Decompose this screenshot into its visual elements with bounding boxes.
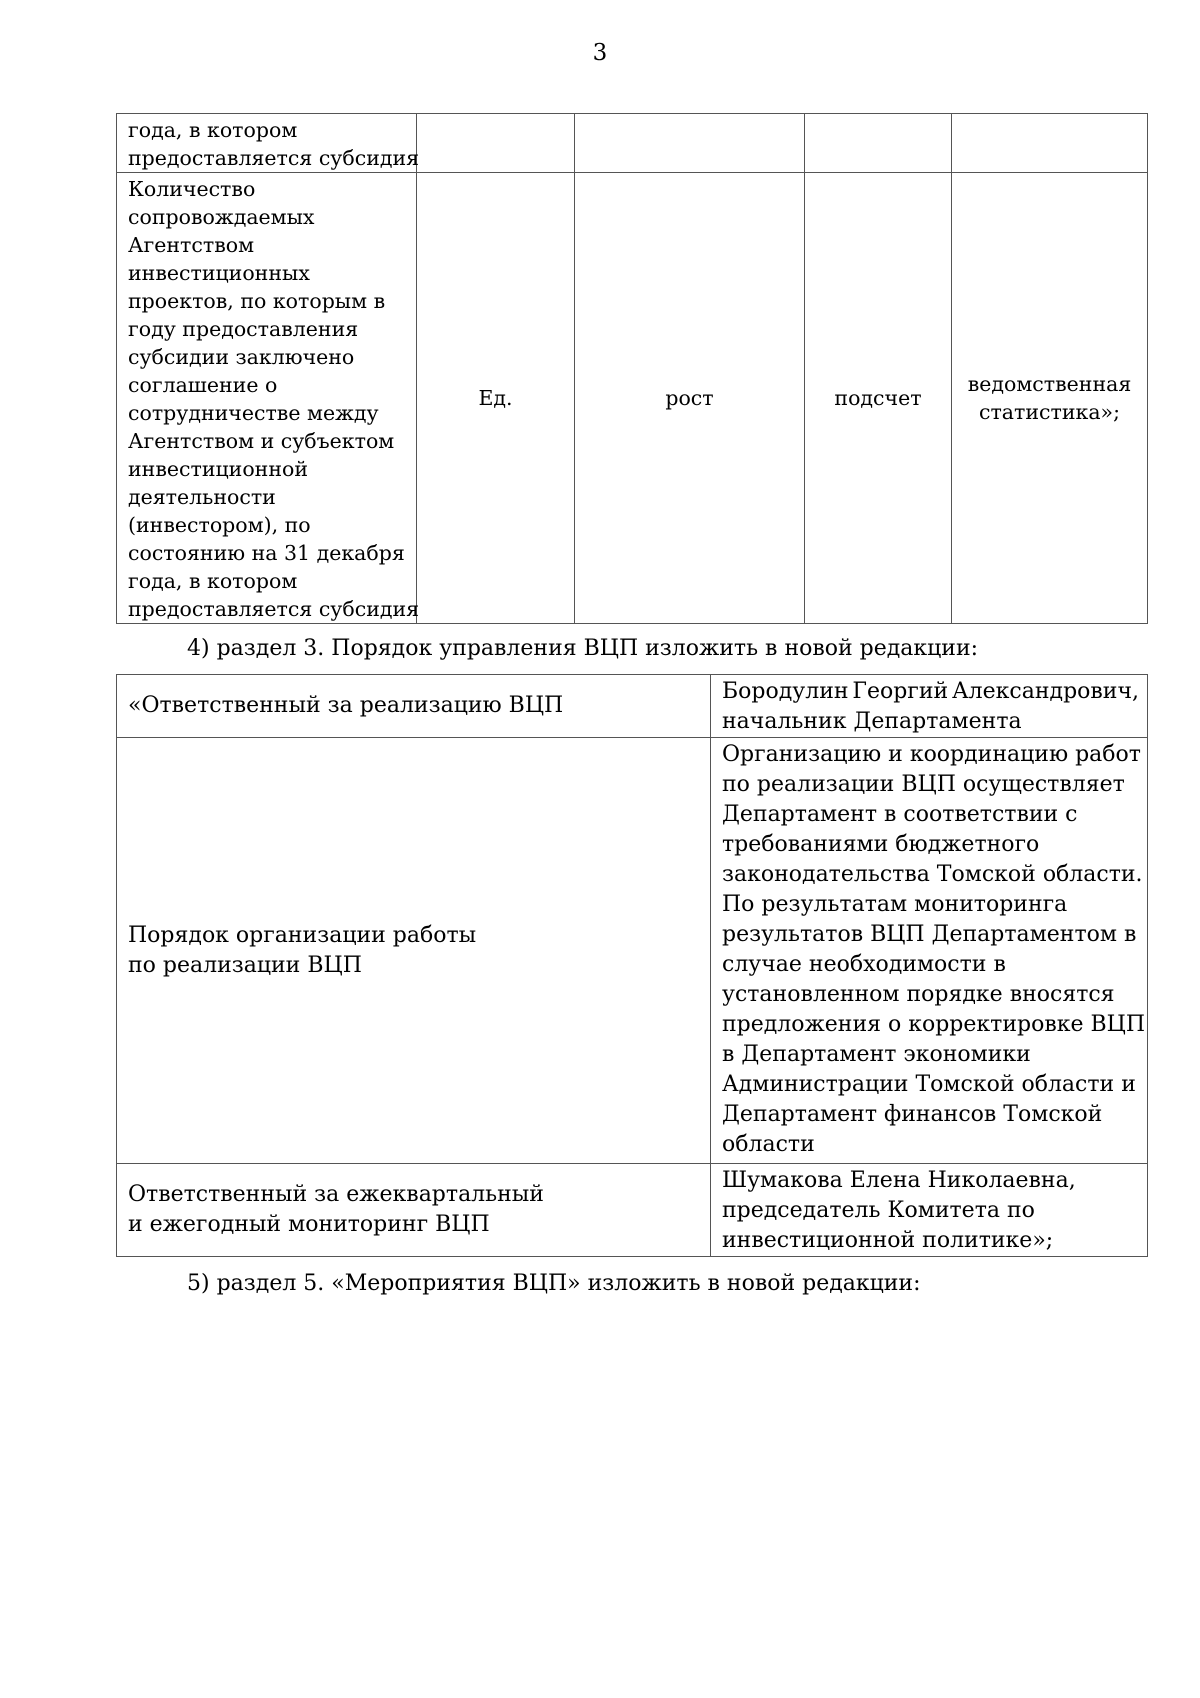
text-line: в Департамент экономики: [722, 1042, 1031, 1067]
table-row: [117, 738, 1148, 1164]
text-line: инвестиционных: [128, 261, 310, 285]
source-cell: [952, 173, 1148, 624]
text-line: предоставляется субсидия: [128, 597, 420, 621]
row-label-cell: «Ответственный за реализацию ВЦП: [117, 675, 711, 738]
text-line: Количество: [128, 177, 256, 201]
text-line: установленном порядке вносятся: [722, 982, 1115, 1007]
word: Бородулин: [722, 679, 849, 704]
source-cell: [952, 114, 1148, 173]
trend-cell: рост: [575, 173, 805, 624]
text-line: по реализации ВЦП осуществляет: [722, 772, 1125, 797]
text-line: инвестиционной: [128, 457, 309, 481]
text-line: требованиями бюджетного: [722, 832, 1040, 857]
method-cell: подсчет: [805, 173, 952, 624]
row-label-cell: [117, 738, 711, 1164]
text-line: (инвестором), по: [128, 513, 311, 537]
text-line: случае необходимости в: [722, 952, 1006, 977]
text-line: сопровождаемых: [128, 205, 315, 229]
text-line: состоянию на 31 декабря: [128, 541, 405, 565]
table-row: [117, 173, 1148, 624]
method-cell: [805, 114, 952, 173]
justified-line: [722, 677, 1139, 707]
indicator-name-cell: [117, 114, 420, 173]
text-line: по реализации ВЦП: [128, 952, 362, 978]
paragraph-5: 5) раздел 5. «Мероприятия ВЦП» изложить в новой редакции:: [187, 1271, 921, 1296]
row-value-cell: [711, 1164, 1148, 1257]
text-line: результатов ВЦП Департаментом в: [722, 922, 1137, 947]
paragraph-4: 4) раздел 3. Порядок управления ВЦП изложить в новой редакции:: [187, 636, 979, 661]
text-line: По результатам мониторинга: [722, 892, 1068, 917]
text-line: году предоставления: [128, 317, 359, 341]
table-row: [117, 1164, 1148, 1257]
text-line: Департамент в соответствии с: [722, 802, 1078, 827]
text-line: Ответственный за ежеквартальный: [128, 1182, 544, 1207]
text-line: ведомственная: [967, 372, 1132, 396]
text-line: инвестиционной политике»;: [722, 1228, 1054, 1253]
unit-cell: [417, 114, 575, 173]
text-line: и ежегодный мониторинг ВЦП: [128, 1212, 490, 1237]
text-line: предоставляется субсидия: [128, 146, 420, 170]
table-row: [117, 675, 1148, 738]
text-line: Агентством и субъектом: [128, 429, 395, 453]
text-line: законодательства Томской области.: [722, 862, 1143, 887]
unit-cell: Ед.: [417, 173, 575, 624]
indicator-name-cell: [117, 173, 420, 624]
text-line: субсидии заключено: [128, 345, 355, 369]
text-line: Агентством: [128, 233, 255, 257]
text-line: Шумакова Елена Николаевна,: [722, 1168, 1076, 1193]
page-number: 3: [592, 40, 608, 66]
row-label-cell: [117, 1164, 711, 1257]
text-line: председатель Комитета по: [722, 1198, 1035, 1223]
trend-cell: [575, 114, 805, 173]
management-table: [116, 674, 1148, 1257]
word: Георгий: [852, 679, 949, 704]
word: Александрович,: [952, 679, 1139, 704]
text-line: года, в котором: [128, 118, 298, 142]
text-line: Порядок организации работы: [128, 922, 477, 948]
text-line: проектов, по которым в: [128, 289, 386, 313]
table-row: [117, 114, 1148, 173]
text-line: соглашение о: [128, 373, 278, 397]
text-line: года, в котором: [128, 569, 298, 593]
text-line: деятельности: [128, 485, 276, 509]
text-line: Организацию и координацию работ: [722, 742, 1141, 767]
text-line: Администрации Томской области и: [722, 1072, 1136, 1097]
text-line: сотрудничестве между: [128, 401, 379, 425]
text-line: статистика»;: [978, 400, 1121, 424]
text-line: области: [722, 1132, 815, 1157]
row-value-cell: [711, 738, 1148, 1164]
text-line: начальник Департамента: [722, 709, 1022, 734]
row-value-cell: [711, 675, 1148, 738]
text-line: предложения о корректировке ВЦП: [722, 1012, 1146, 1037]
text-line: Департамент финансов Томской: [722, 1102, 1103, 1127]
indicators-table: [116, 113, 1148, 624]
